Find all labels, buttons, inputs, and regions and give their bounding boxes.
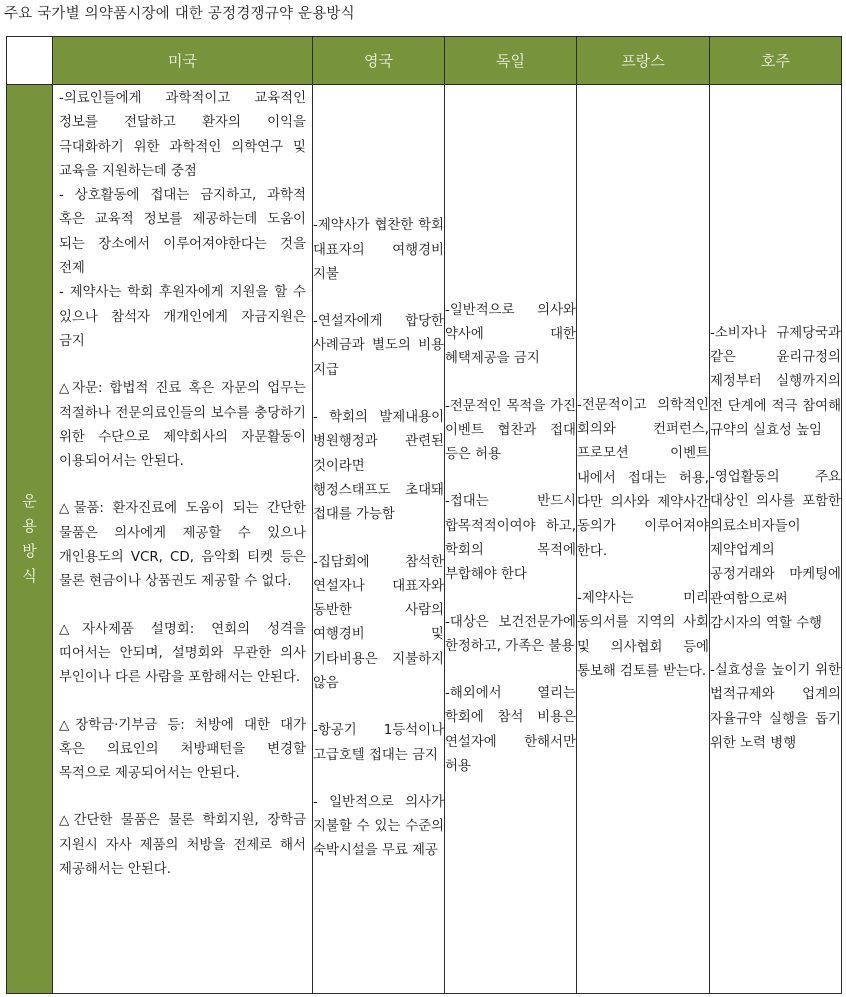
germany-paragraph: -전문적인 목적을 가진 이벤트 협찬과 접대 등은 허용 bbox=[445, 398, 576, 463]
uk-paragraph: -집담회에 참석한 연설자나 대표자와 동반한 사람의 여행경비 및 기타비용은 지불하지 않음 bbox=[313, 554, 444, 691]
column-header-us: 미국 bbox=[53, 37, 313, 85]
uk-paragraph: - 일반적으로 의사가 지불할 수 있는 수준의 숙박시설을 무료 제공 bbox=[313, 794, 444, 859]
us-paragraph: △간단한 물품은 물론 학회지원, 장학금 지원시 자사 제품의 처방을 전제로 해서 제공해서는 안된다. bbox=[59, 813, 306, 878]
germany-paragraph: -접대는 반드시 합목적적이여야 하고, 학회의 목적에 부합해야 한다 bbox=[445, 494, 576, 583]
australia-paragraph: -영업활동의 주요 대상인 의사를 포함한 의료소비자들이 제약업계의 공정거래와 마케팅에 관여함으로써 감시자의 역할 수행 bbox=[710, 470, 841, 631]
body-row bbox=[7, 85, 842, 994]
germany-paragraph: -일반적으로 의사와 약사에 대한 혜택제공을 금지 bbox=[445, 302, 576, 367]
uk-paragraph: -제약사가 협찬한 학회 대표자의 여행경비 지불 bbox=[313, 218, 444, 282]
cell-uk bbox=[313, 85, 445, 994]
us-paragraph: △장학금·기부금 등: 처방에 대한 대가 혹은 의료인의 처방패턴을 변경할 목적으로 제공되어서는 안된다. bbox=[59, 717, 306, 782]
us-paragraph: -의료인들에게 과학적이고 교육적인 정보를 전달하고 환자의 이익을 극대화하기 위한 과학적인 의학연구 및 교육을 지원하는데 중점 - 상호활동에 접대는 금지하고, 과학적 혹은 교육적 정보를 제공하는데 도움이 되는 장소에서 이루어져야한다는 것을 전제 - 제약사는 학회 후원자에게 지원을 할 수 있으나 참석자 개개인에게 자금지원은 금지 bbox=[59, 91, 306, 349]
cell-us bbox=[53, 85, 313, 994]
australia-paragraph: -소비자나 규제당국과 같은 윤리규정의 제정부터 실행까지의 전 단계에 적극 참여해 규약의 실효성 높임 bbox=[710, 325, 841, 438]
column-header-france: 프랑스 bbox=[577, 37, 710, 85]
uk-paragraph: -연설자에게 합당한 사례금과 별도의 비용 지급 bbox=[313, 314, 444, 378]
corner-cell bbox=[7, 37, 53, 85]
column-header-australia: 호주 bbox=[710, 37, 842, 85]
row-header-char: 용 bbox=[22, 517, 37, 535]
france-paragraph: -전문적이고 의학적인 회의와 컨퍼런스, 프로모션 이벤트 내에서 접대는 허용, 다만 의사와 제약사간 동의가 이루어져야 한다. bbox=[577, 397, 709, 559]
us-paragraph: △자사제품 설명회: 연회의 성격을 띠어서는 안되며, 설명회와 무관한 의사 부인이나 다른 사람을 포함해서는 안된다. bbox=[59, 621, 306, 686]
row-header-char: 운 bbox=[22, 492, 37, 510]
comparison-table bbox=[6, 36, 842, 994]
row-header-operation-method bbox=[7, 85, 53, 994]
cell-australia bbox=[710, 85, 842, 994]
row-header-char: 식 bbox=[22, 567, 37, 585]
header-row bbox=[7, 37, 842, 85]
uk-paragraph: -항공기 1등석이나 고급호텔 접대는 금지 bbox=[313, 723, 444, 763]
row-header-char: 방 bbox=[22, 542, 37, 560]
us-paragraph: △자문: 합법적 진료 혹은 자문의 업무는 적절하나 전문의료인들의 보수를 충당하기 위한 수단으로 제약회사의 자문활동이 이용되어서는 안된다. bbox=[59, 381, 306, 470]
france-paragraph: -제약사는 미리 동의서를 지역의 사회 및 의사협회 등에 통보해 검토를 받는다. bbox=[577, 590, 709, 679]
germany-paragraph: -해외에서 열리는 학회에 참석 비용은 연설자에 한해서만 허용 bbox=[445, 686, 576, 775]
document-title: 주요 국가별 의약품시장에 대한 공정경쟁규약 운용방식 bbox=[4, 6, 355, 22]
germany-paragraph: -대상은 보건전문가에 한정하고, 가족은 불용 bbox=[445, 614, 576, 654]
cell-france bbox=[577, 85, 710, 994]
column-header-uk: 영국 bbox=[313, 37, 445, 85]
uk-paragraph: - 학회의 발제내용이 병원행정과 관련된 것이라면 행정스태프도 초대돼 접대를 가능함 bbox=[313, 410, 444, 523]
australia-paragraph: -실효성을 높이기 위한 법적규제와 업계의 자율규약 실행을 돕기 위한 노력 병행 bbox=[710, 663, 841, 752]
column-header-germany: 독일 bbox=[445, 37, 577, 85]
us-paragraph: △물품: 환자진료에 도움이 되는 간단한 물품은 의사에게 제공할 수 있으나 개인용도의 VCR, CD, 음악회 티켓 등은 물론 현금이나 상품권도 제공할 수 없다. bbox=[59, 501, 306, 590]
cell-germany bbox=[445, 85, 577, 994]
